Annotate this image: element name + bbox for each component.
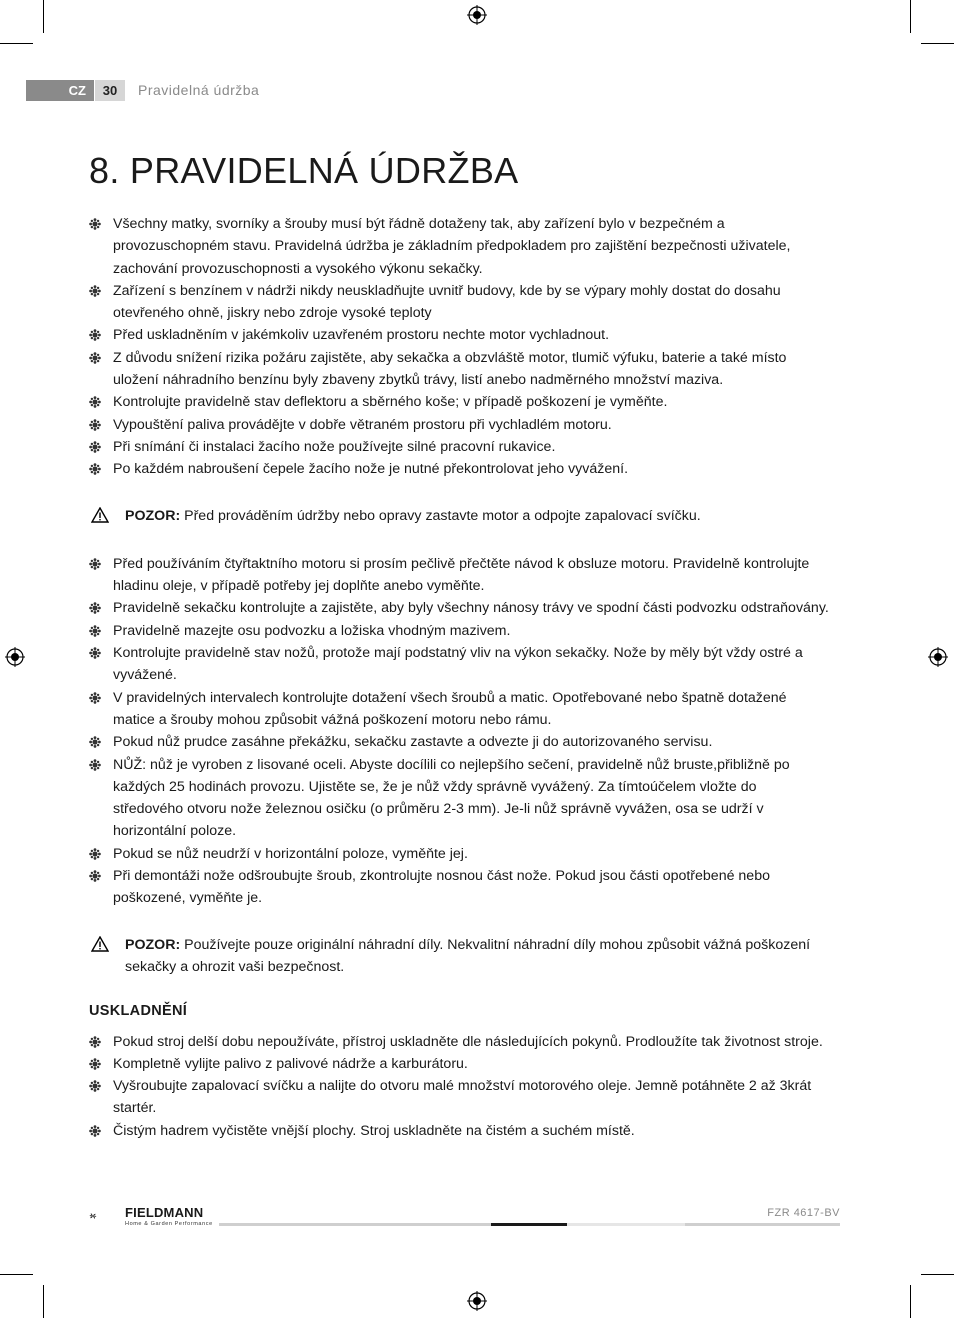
list-item <box>89 436 829 458</box>
warning-note <box>89 934 829 979</box>
bullet-icon <box>89 848 101 860</box>
section-heading: USKLADNĚNÍ <box>89 1003 188 1020</box>
list-item <box>89 620 829 642</box>
list-item-text: Pokud nůž prudce zasáhne překážku, sekačku zastavte a odvezte ji do autorizovaného servisu. <box>113 734 713 751</box>
list-item <box>89 597 829 619</box>
bullet-icon <box>89 692 101 704</box>
maintenance-list <box>89 213 829 481</box>
bullet-icon <box>89 396 101 408</box>
list-item <box>89 414 829 436</box>
brand-tagline: Home & Garden Performance <box>125 1221 213 1227</box>
list-item <box>89 280 829 325</box>
main-content <box>89 213 829 1142</box>
warning-text: Před prováděním údržby nebo opravy zastavte motor a odpojte zapalovací svíčku. <box>180 507 701 524</box>
list-item-text: Vypouštění paliva provádějte v dobře větraném prostoru při vychladlém motoru. <box>113 416 612 433</box>
list-item <box>89 213 829 280</box>
warning-icon <box>91 507 109 523</box>
list-item-text: Pokud stroj delší dobu nepoužíváte, přístroj uskladněte dle následujících pokynů. Prodloužíte tak životnost stroje. <box>113 1033 823 1050</box>
bullet-icon <box>89 218 101 230</box>
crop-mark <box>43 0 44 33</box>
crop-mark <box>0 43 33 44</box>
bullet-icon <box>89 1080 101 1092</box>
list-item-text: Při snímání či instalaci žacího nože používejte silné pracovní rukavice. <box>113 438 556 455</box>
page-title: 8. PRAVIDELNÁ ÚDRŽBA <box>89 150 519 191</box>
bullet-icon <box>89 647 101 659</box>
registration-mark-icon <box>5 647 25 667</box>
crop-mark <box>921 43 954 44</box>
list-item-text: Čistým hadrem vyčistěte vnější plochy. Stroj uskladněte na čistém a suchém místě. <box>113 1122 635 1139</box>
bullet-icon <box>89 329 101 341</box>
bullet-icon <box>89 285 101 297</box>
bullet-icon <box>89 602 101 614</box>
footer-divider <box>491 1223 567 1226</box>
bullet-icon <box>89 441 101 453</box>
bullet-icon <box>89 736 101 748</box>
crop-mark <box>910 0 911 33</box>
list-item-text: Všechny matky, svorníky a šrouby musí být řádně dotaženy tak, aby zařízení bylo v bezpečném a provozuschopném stavu. Pravidelná údržba je základním předpokladem pro zajištění bezpečnosti uživatele, zachování provozuschopnosti a vysokého výkonu sekačky. <box>113 216 791 277</box>
bullet-icon <box>89 1036 101 1048</box>
list-item-text: V pravidelných intervalech kontrolujte dotažení všech šroubů a matic. Opotřebované nebo špatně dotažené matice a šrouby mohou způsobit vážná poškození motoru nebo rámu. <box>113 689 787 728</box>
crop-mark <box>43 1285 44 1318</box>
list-item <box>89 1053 829 1075</box>
list-item <box>89 843 829 865</box>
bullet-icon <box>89 870 101 882</box>
list-item <box>89 553 829 598</box>
registration-mark-icon <box>467 1291 487 1311</box>
crop-mark <box>910 1285 911 1318</box>
list-item <box>89 865 829 910</box>
list-item <box>89 324 829 346</box>
list-item-text: Kompletně vylijte palivo z palivové nádrže a karburátoru. <box>113 1055 468 1072</box>
bullet-icon <box>89 558 101 570</box>
list-item-text: Pokud se nůž neudrží v horizontální poloze, vyměňte jej. <box>113 845 468 862</box>
crop-mark <box>921 1274 954 1275</box>
list-item-text: Vyšroubujte zapalovací svíčku a nalijte do otvoru malé množství motorového oleje. Jemně potáhněte 2 až 3krát startér. <box>113 1078 812 1117</box>
list-item <box>89 347 829 392</box>
list-item <box>89 731 829 753</box>
list-item-text: Pravidelně sekačku kontrolujte a zajistěte, aby byly všechny nánosy trávy ve spodní části podvozku odstraňovány. <box>113 600 829 617</box>
list-item <box>89 1075 829 1120</box>
footer-divider <box>685 1223 840 1226</box>
footer-divider <box>567 1223 685 1226</box>
bullet-icon <box>89 1125 101 1137</box>
warning-note <box>89 505 829 527</box>
list-item <box>89 391 829 413</box>
list-item-text: Pravidelně mazejte osu podvozku a ložiska vhodným mazivem. <box>113 622 511 639</box>
bullet-icon <box>89 463 101 475</box>
storage-list <box>89 1031 829 1142</box>
crop-mark <box>0 1274 33 1275</box>
list-item-text: Kontrolujte pravidelně stav nožů, protože mají podstatný vliv na výkon sekačky. Nože by měly být vždy ostré a vyvážené. <box>113 645 803 684</box>
registration-mark-icon <box>928 647 948 667</box>
warning-text: Používejte pouze originální náhradní díly. Nekvalitní náhradní díly mohou způsobit vážná poškození sekačky a ohrozit vaši bezpečnost. <box>125 936 811 975</box>
list-item-text: Po každém nabroušení čepele žacího nože je nutné překontrolovat jeho vyvážení. <box>113 461 629 478</box>
warning-label: POZOR: <box>125 507 181 524</box>
bullet-icon <box>89 625 101 637</box>
list-item-text: Před uskladněním v jakémkoliv uzavřeném prostoru nechte motor vychladnout. <box>113 327 610 344</box>
list-item <box>89 754 829 843</box>
brand-name: FIELDMANN <box>125 1205 204 1220</box>
list-item-text: Kontrolujte pravidelně stav deflektoru a sběrného koše; v případě poškození je vyměňte. <box>113 394 668 411</box>
list-item <box>89 1120 829 1142</box>
footer-divider <box>219 1223 491 1226</box>
list-item <box>89 642 829 687</box>
list-item-text: Zařízení s benzínem v nádrži nikdy neuskladňujte uvnitř budovy, kde by se výpary mohly dostat do dosahu otevřeného ohně, jiskry nebo zdroje vysoké teploty <box>113 282 781 322</box>
bullet-icon <box>89 1058 101 1070</box>
bullet-icon <box>89 759 101 771</box>
page-number: 30 <box>95 80 125 101</box>
model-number: FZR 4617-BV <box>767 1207 840 1219</box>
list-item-text: Z důvodu snížení rizika požáru zajistěte, aby sekačka a obzvláště motor, tlumič výfuku, baterie a také místo uložení náhradního benzínu byly zbaveny zbytků trávy, listí anebo nadměrného množství maziva. <box>113 349 787 389</box>
list-item <box>89 1031 829 1053</box>
warning-icon <box>91 936 109 952</box>
header-section-title: Pravidelná údržba <box>138 82 260 98</box>
list-item <box>89 687 829 732</box>
list-item-text: NŮŽ: nůž je vyroben z lisované oceli. Abyste docílili co nejlepšího sečení, pravidelně nůž bruste,přibližně po každých 25 hodinách provozu. Ujistěte se, že je nůž vždy správně vyvážený. Za tímtoúčelem vložte do středového otvoru nože železnou osičku (o průměru 2-3 mm). Je-li nůž správně vyvážen, osa se udrží v horizontální poloze. <box>113 756 790 840</box>
warning-label: POZOR: <box>125 936 181 953</box>
maintenance-list <box>89 553 829 910</box>
language-tab: CZ <box>26 80 94 101</box>
list-item-text: Před používáním čtyřtaktního motoru si prosím pečlivě přečtěte návod k obsluze motoru. Pravidelně kontrolujte hladinu oleje, v případě potřeby jej doplňte anebo vyměňte. <box>113 555 810 595</box>
list-item <box>89 458 829 480</box>
registration-mark-icon <box>467 5 487 25</box>
list-item-text: Při demontáži nože odšroubujte šroub, zkontrolujte nosnou část nože. Pokud jsou části opotřebené nebo poškozené, vyměňte je. <box>113 868 770 907</box>
bullet-icon <box>89 419 101 431</box>
fieldmann-logo-icon <box>89 1201 121 1231</box>
bullet-icon <box>89 352 101 364</box>
